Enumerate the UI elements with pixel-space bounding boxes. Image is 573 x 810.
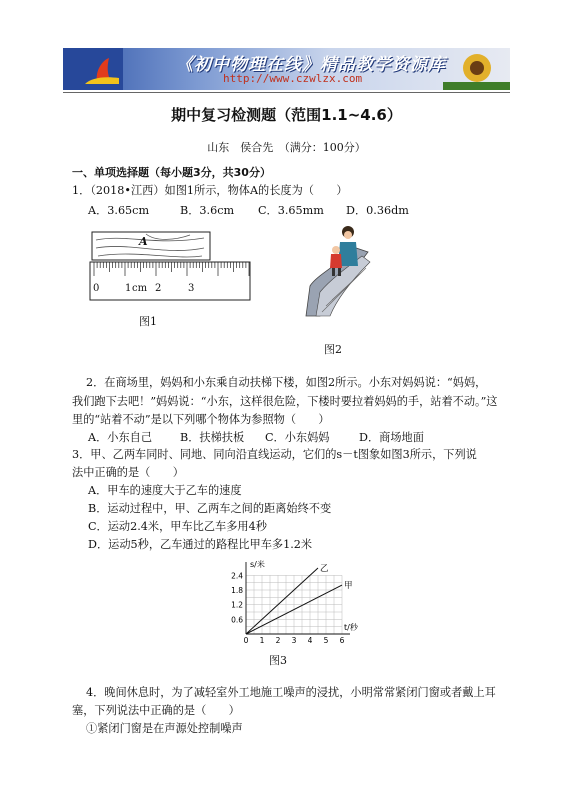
q1-option-c: C．3.65mm [258,204,324,217]
section-heading: 一、单项选择题（每小题3分，共30分） [72,166,271,179]
y-tick-label: 2.4 [231,571,243,581]
q3-line-2: 法中正确的是（ ） [72,466,184,479]
y-tick-label: 1.8 [231,586,243,595]
q3-option-a: A．甲车的速度大于乙车的速度 [88,484,242,497]
series-label: 乙 [320,564,329,574]
figure-3-st-chart [224,560,358,645]
ruler-tick-0: 0 [93,283,100,294]
q4-line-1: 4．晚间休息时，为了减轻室外工地施工噪声的浸扰，小明常常紧闭门窗或者戴上耳 [86,686,496,699]
x-tick-label: 6 [339,636,345,645]
x-tick-label: 3 [291,636,297,645]
q3-option-c: C．运动2.4米，甲车比乙车多用4秒 [88,520,267,533]
y-axis-label: s/米 [250,560,265,569]
y-tick-label: 0.6 [231,615,243,625]
figure-2-escalator [296,216,378,322]
x-tick-label: 4 [307,636,313,645]
x-tick-label: 2 [275,636,281,645]
q2-line-2: 我们跑下去吧！”妈妈说：“小东，这样很危险，下楼时要拉着妈妈的手，站着不动。”这 [72,395,498,408]
q1-option-a: A．3.65cm [88,204,150,217]
header-banner [63,48,510,90]
fig3-caption: 图3 [269,654,287,667]
x-tick-label: 0 [243,636,249,645]
series-line-0 [246,568,318,634]
q2-option-a: A．小东自己 [88,431,153,444]
fig2-caption: 图2 [324,343,342,356]
q4-line-2: 塞，下列说法中正确的是（ ） [72,704,240,717]
x-tick-label: 1 [259,636,265,645]
x-axis-label: t/秒 [344,623,358,632]
y-tick-label: 1.2 [231,600,243,610]
x-tick-label: 5 [323,636,329,645]
q3-line-1: 3．甲、乙两车同时、同地、同向沿直线运动，它们的s－t图象如图3所示，下列说 [72,448,477,461]
header-rule [63,92,510,93]
q4-line-3: ①紧闭门窗是在声源处控制噪声 [86,722,243,735]
page-title: 期中复习检测题（范围1.1~4.6） [171,106,402,124]
ruler-tick-2: 2 [155,283,162,294]
child-head-icon [332,246,340,254]
q3-option-d: D．运动5秒，乙车通过的路程比甲车多1.2米 [88,538,313,551]
q2-option-c: C．小东妈妈 [265,431,330,444]
banner-url: http://www.czwlzx.com [223,72,363,85]
ruler-block-label: A [139,234,148,248]
q1-option-d: D．0.36dm [346,204,409,217]
q2-line-1: 2．在商场里，妈妈和小东乘自动扶梯下楼，如图2所示。小东对妈妈说：“妈妈， [86,376,487,389]
figure-1-ruler [86,226,256,306]
q2-option-d: D．商场地面 [359,431,424,444]
q3-option-b: B．运动过程中，甲、乙两车之间的距离始终不变 [88,502,332,515]
q1-option-b: B．3.6cm [180,204,235,217]
series-label: 甲 [344,581,353,592]
q2-option-b: B．扶梯扶板 [180,431,245,444]
fig1-caption: 图1 [139,315,157,328]
author-line: 山东 侯合先 （满分：100分） [207,141,366,154]
ruler-tick-3: 3 [188,283,195,294]
ruler-tick-1: 1 [125,283,132,294]
q1-stem: 1．（2018•江西）如图1所示，物体A的长度为（ ） [72,184,348,197]
q2-line-3: 里的“站着不动”是以下列哪个物体为参照物（ ） [72,413,330,426]
child-figure [330,254,342,268]
ruler-unit: cm [132,283,148,294]
banner-title: 《初中物理在线》精品教学资源库 [176,55,446,75]
